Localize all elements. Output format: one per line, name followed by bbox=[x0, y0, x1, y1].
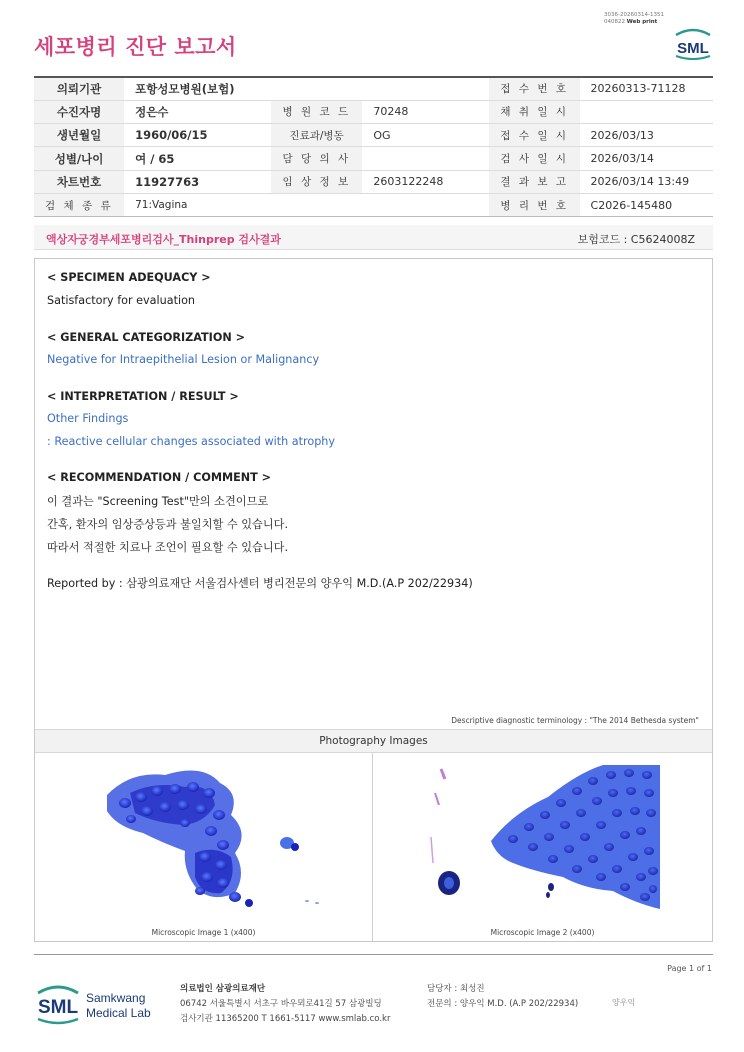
adequacy-text: Satisfactory for evaluation bbox=[47, 294, 196, 307]
label-clinical-info: 임 상 정 보 bbox=[271, 170, 363, 193]
label-chart-no: 차트번호 bbox=[34, 170, 124, 193]
interpretation-heading: < INTERPRETATION / RESULT > bbox=[47, 390, 239, 403]
photo-cell-1 bbox=[35, 753, 373, 941]
label-report-date: 결 과 보 고 bbox=[489, 170, 579, 193]
footer-company: 의료법인 삼광의료재단 bbox=[180, 984, 266, 994]
patient-info-table bbox=[34, 76, 713, 217]
label-specimen-type: 검 체 종 류 bbox=[34, 193, 124, 216]
value-birthdate: 1960/06/15 bbox=[124, 124, 271, 147]
footer-specialist: 전문의 : 양우익 M.D. (A.P 202/22934) bbox=[427, 999, 579, 1009]
value-patient-name: 정은수 bbox=[124, 100, 271, 123]
report-title: 세포병리 진단 보고서 bbox=[34, 35, 237, 59]
label-received-date: 접 수 일 시 bbox=[489, 124, 579, 147]
recommendation-line2: 간혹, 환자의 임상증상등과 불일치할 수 있습니다. bbox=[47, 518, 289, 531]
samkwang-logo bbox=[34, 981, 174, 1027]
brand-line1: Samkwang bbox=[86, 991, 146, 1005]
value-collection-date bbox=[580, 100, 713, 123]
value-received-date: 2026/03/13 bbox=[580, 124, 713, 147]
page-number: Page 1 of 1 bbox=[667, 964, 712, 973]
interpretation-line2: : Reactive cellular changes associated with atrophy bbox=[47, 435, 336, 448]
label-accession-no: 접 수 번 호 bbox=[489, 77, 579, 100]
exam-bar bbox=[34, 225, 713, 250]
recommendation-heading: < RECOMMENDATION / COMMENT > bbox=[47, 471, 272, 484]
microscopic-image-2 bbox=[373, 753, 712, 923]
footer-divider bbox=[34, 954, 713, 955]
label-sex-age: 성별/나이 bbox=[34, 147, 124, 170]
label-collection-date: 채 취 일 시 bbox=[489, 100, 579, 123]
value-physician bbox=[362, 147, 489, 170]
label-patient-name: 수진자명 bbox=[34, 100, 124, 123]
value-specimen-type: 71:Vagina bbox=[124, 193, 489, 216]
category-text: Negative for Intraepithelial Lesion or Malignancy bbox=[47, 353, 320, 366]
footer-address: 06742 서울특별시 서초구 바우뫼로41길 57 삼광빌딩 bbox=[180, 999, 382, 1009]
result-box bbox=[34, 258, 713, 942]
photo-caption-1: Microscopic Image 1 (x400) bbox=[151, 928, 256, 937]
signature: 양우익 bbox=[612, 998, 636, 1007]
label-department: 진료과/병동 bbox=[271, 124, 363, 147]
value-sex-age: 여 / 65 bbox=[124, 147, 271, 170]
recommendation-line3: 따라서 적절한 치료나 조언이 필요할 수 있습니다. bbox=[47, 541, 289, 554]
photo-caption-2: Microscopic Image 2 (x400) bbox=[490, 928, 595, 937]
category-heading: < GENERAL CATEGORIZATION > bbox=[47, 331, 245, 344]
adequacy-heading: < SPECIMEN ADEQUACY > bbox=[47, 271, 211, 284]
photography-header: Photography Images bbox=[35, 729, 712, 753]
label-birthdate: 생년월일 bbox=[34, 124, 124, 147]
bethesda-note: Descriptive diagnostic terminology : "The 2014 Bethesda system" bbox=[451, 716, 699, 725]
label-hospital-code: 병 원 코 드 bbox=[271, 100, 363, 123]
recommendation-line1: 이 결과는 "Screening Test"만의 소견이므로 bbox=[47, 495, 269, 508]
interpretation-line1: Other Findings bbox=[47, 412, 129, 425]
footer-contact: 검사기관 11365200 T 1661-5117 www.smlab.co.kr bbox=[180, 1014, 391, 1024]
exam-name: 액상자궁경부세포병리검사_Thinprep 검사결과 bbox=[46, 233, 281, 246]
microscopic-image-1 bbox=[35, 753, 373, 923]
reported-by: Reported by : 삼광의료재단 서울검사센터 병리전문의 양우익 M.D.(A.P 202/22934) bbox=[47, 577, 473, 590]
label-pathology-no: 병 리 번 호 bbox=[489, 193, 579, 216]
label-requester: 의뢰기관 bbox=[34, 77, 124, 100]
value-clinical-info: 2603122248 bbox=[362, 170, 489, 193]
value-requester: 포항성모병원(보험) bbox=[124, 77, 489, 100]
photo-cell-2 bbox=[373, 753, 712, 941]
footer-manager: 담당자 : 최성진 bbox=[427, 984, 485, 994]
brand-line2: Medical Lab bbox=[86, 1006, 151, 1020]
value-department: OG bbox=[362, 124, 489, 147]
value-chart-no: 11927763 bbox=[124, 170, 271, 193]
label-physician: 담 당 의 사 bbox=[271, 147, 363, 170]
label-test-date: 검 사 일 시 bbox=[489, 147, 579, 170]
svg-text:SML: SML bbox=[37, 997, 79, 1018]
print-code: 3036-20260314-1351 040822 Web print bbox=[604, 12, 664, 25]
value-test-date: 2026/03/14 bbox=[580, 147, 713, 170]
value-accession-no: 20260313-71128 bbox=[580, 77, 713, 100]
value-pathology-no: C2026-145480 bbox=[580, 193, 713, 216]
sml-logo bbox=[672, 26, 714, 60]
insurance-code: 보험코드 : C5624008Z bbox=[577, 233, 695, 246]
value-hospital-code: 70248 bbox=[362, 100, 489, 123]
svg-text:SML: SML bbox=[677, 40, 709, 57]
value-report-date: 2026/03/14 13:49 bbox=[580, 170, 713, 193]
